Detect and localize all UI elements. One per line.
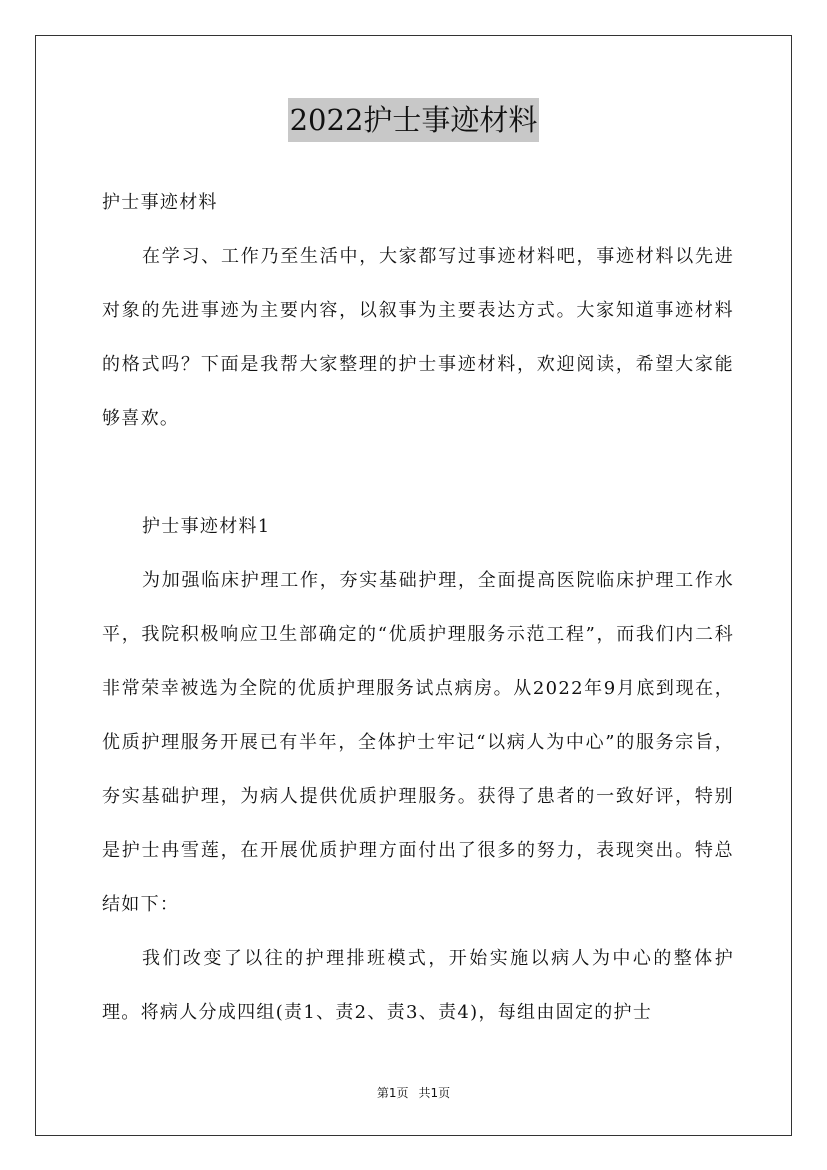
paragraph-spacer (102, 446, 734, 500)
page-total: 共1页 (418, 1086, 451, 1100)
section-heading: 护士事迹材料1 (142, 516, 271, 537)
body-paragraph-1: 为加强临床护理工作，夯实基础护理，全面提高医院临床护理工作水平，我院积极响应卫生部确定的“优质护理服务示范工程”，而我们内二科非常荣幸被选为全院的优质护理服务试点病房。从2022年9月底到现在，优质护理服务开展已有半年，全体护士牢记“以病人为中心”的服务宗旨，夯实基础护理，为病人提供优质护理服务。获得了患者的一致好评，特别是护士冉雪莲，在开展优质护理方面付出了很多的努力，表现突出。特总结如下： (102, 570, 734, 915)
intro-paragraph: 在学习、工作乃至生活中，大家都写过事迹材料吧，事迹材料以先进对象的先进事迹为主要内容，以叙事为主要表达方式。大家知道事迹材料的格式吗？下面是我帮大家整理的护士事迹材料，欢迎阅读，希望大家能够喜欢。 (102, 246, 734, 429)
title-container (0, 98, 827, 142)
page-number: 第1页 (376, 1086, 409, 1100)
document-body (102, 176, 734, 1040)
page-footer (0, 1085, 827, 1101)
document-subtitle: 护士事迹材料 (102, 192, 218, 213)
document-title: 2022护士事迹材料 (288, 98, 540, 142)
body-paragraph-2: 我们改变了以往的护理排班模式，开始实施以病人为中心的整体护理。将病人分成四组(责1、责2、责3、责4)，每组由固定的护士 (102, 948, 734, 1023)
